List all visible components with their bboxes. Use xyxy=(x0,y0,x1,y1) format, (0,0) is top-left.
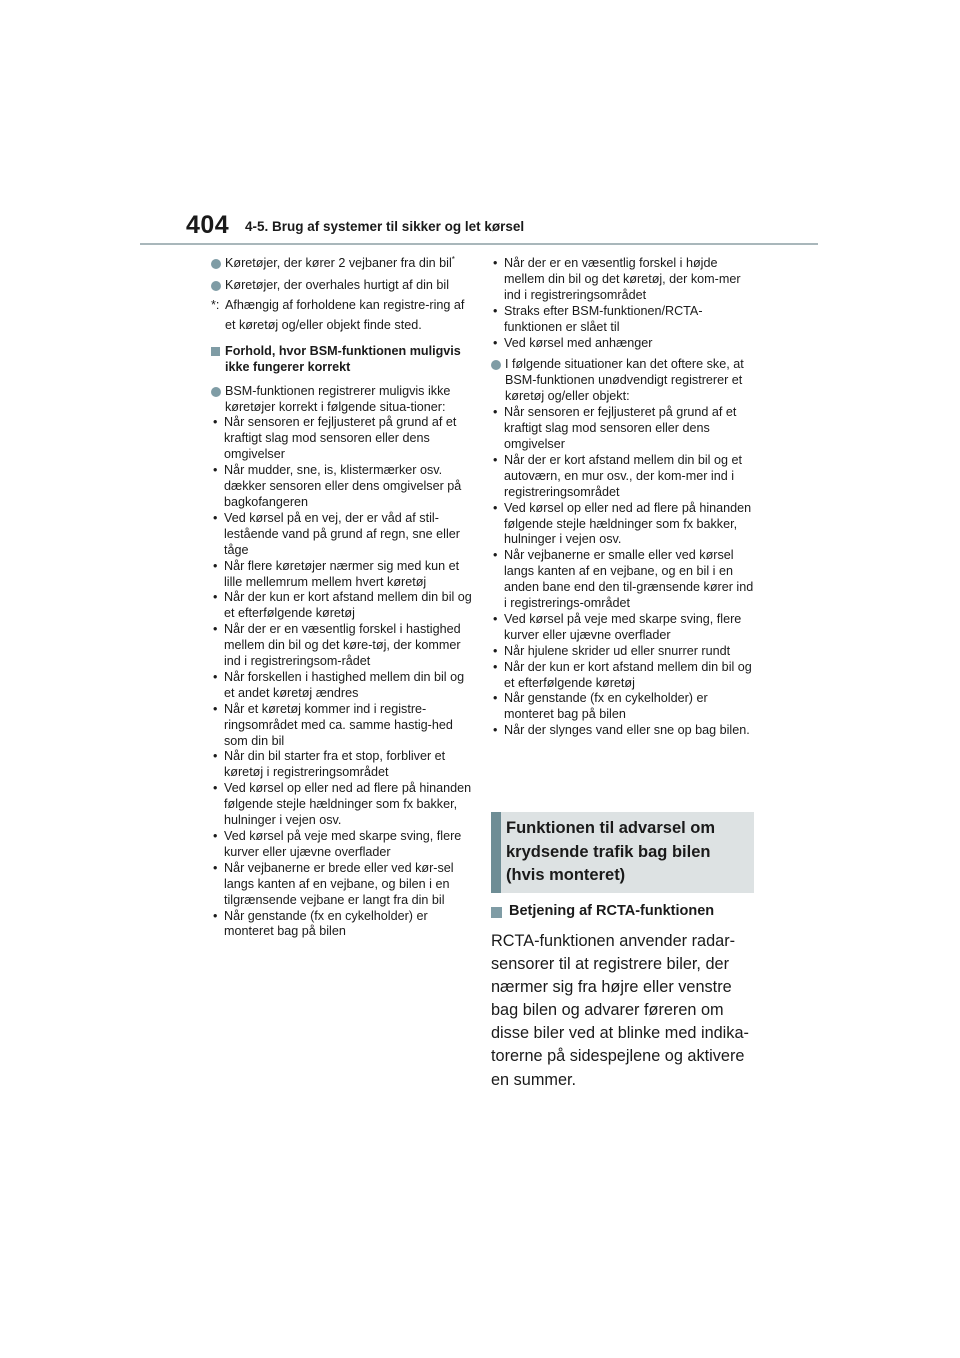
bullet-text: Ved kørsel på veje med skarpe sving, flere kurver eller ujævne overflader xyxy=(504,611,742,642)
bullet-text: Når hjulene skrider ud eller snurrer rundt xyxy=(504,643,731,658)
bullet-item: • Straks efter BSM-funktionen/RCTA-funktionen er slået til xyxy=(493,303,703,334)
list-item xyxy=(211,278,476,294)
bullet-text: Når der slynges vand eller sne op bag bilen. xyxy=(504,723,750,738)
bullet-item: • Når der er kort afstand mellem din bil og et autoværn, en mur osv., der kom-mer ind i registreringsområdet xyxy=(493,452,742,499)
bullet-item: • Når et køretøj kommer ind i registre-ringsområdet med ca. samme hastig-hed som din bil xyxy=(213,701,453,748)
bullet-item: • Når der kun er kort afstand mellem din bil og et efterfølgende køretøj xyxy=(493,659,752,690)
section-heading: Funktionen til advarsel om krydsende trafik bag bilen (hvis monteret) xyxy=(506,819,716,884)
bullet-text: Når genstande (fx en cykelholder) er monteret bag på bilen xyxy=(504,691,708,722)
section-title: 4-5. Brug af systemer til sikker og let kørsel xyxy=(245,219,525,234)
section-accent-bar xyxy=(491,812,501,893)
bullet-item: • Når hjulene skrider ud eller snurrer rundt xyxy=(493,643,731,658)
circle-bullet-icon xyxy=(211,281,221,291)
bullet-item: • Når mudder, sne, is, klistermærker osv. dækker sensoren eller dens omgivelser på bagkofangeren xyxy=(213,463,462,509)
bullet-text: Når mudder, sne, is, klistermærker osv. dækker sensoren eller dens omgivelser på bagkofangeren xyxy=(224,463,462,509)
subheading xyxy=(491,903,779,919)
subheading xyxy=(211,344,476,376)
bullet-item: • Når der er en væsentlig forskel i højde mellem din bil og det køretøj, der kom-mer ind i registreringsområdet xyxy=(493,256,741,302)
circle-bullet-icon xyxy=(491,360,501,370)
bullet-text: Ved kørsel op eller ned ad flere på hinanden følgende stejle hældninger som fx bakker, hulninger i vejen osv. xyxy=(224,781,472,828)
square-bullet-icon xyxy=(211,347,220,356)
bullet-item: • Når sensoren er fejljusteret på grund af et kraftigt slag mod sensoren eller dens omgivelser xyxy=(213,415,457,462)
bullet-text: Når der kun er kort afstand mellem din bil og et efterfølgende køretøj xyxy=(224,590,472,621)
bullet-text: Ved kørsel på veje med skarpe sving, flere kurver eller ujævne overflader xyxy=(224,829,462,859)
footnote xyxy=(211,295,476,336)
bullet-text: Når der kun er kort afstand mellem din bil og et efterfølgende køretøj xyxy=(504,659,752,690)
bullet-list xyxy=(211,415,476,940)
bullet-list xyxy=(491,405,756,739)
bullet-item: • Når der slynges vand eller sne op bag bilen. xyxy=(493,723,750,738)
bullet-text: Når din bil starter fra et stop, forbliver et køretøj i registreringsområdet xyxy=(224,749,446,780)
bullet-text: Når der er kort afstand mellem din bil og et autoværn, en mur osv., der kom-mer ind i registreringsområdet xyxy=(504,452,742,499)
subheading-text: Forhold, hvor BSM-funktionen muligvis ikke fungerer korrekt xyxy=(225,343,461,374)
bullet-text: Ved kørsel op eller ned ad flere på hinanden følgende stejle hældninger som fx bakker, hulninger i vejen osv. xyxy=(504,500,752,547)
section-heading-box xyxy=(491,812,754,893)
bullet-item: • Når din bil starter fra et stop, forbliver et køretøj i registreringsområdet xyxy=(213,749,446,780)
list-item xyxy=(491,357,756,405)
bullet-item: • Når sensoren er fejljusteret på grund af et kraftigt slag mod sensoren eller dens omgivelser xyxy=(493,405,737,451)
footnote-text: Afhængig af forholdene kan registre-ring af et køretøj og/eller objekt finde sted. xyxy=(225,297,465,333)
bullet-item: • Ved kørsel op eller ned ad flere på hinanden følgende stejle hældninger som fx bakker, hulninger i vejen osv. xyxy=(493,500,752,547)
bullet-item: • Når genstande (fx en cykelholder) er monteret bag på bilen xyxy=(213,908,428,939)
bullet-text: Ved kørsel på en vej, der er våd af stil-lestående vand på grund af regn, sne eller tåge xyxy=(224,510,460,557)
bullet-text: Ved kørsel med anhænger xyxy=(504,335,653,350)
bullet-text: Når flere køretøjer nærmer sig med kun et lille mellemrum mellem hvert køretøj xyxy=(224,558,460,589)
left-column xyxy=(211,256,476,940)
bullet-text: Når der er en væsentlig forskel i højde mellem din bil og det køretøj, der kom-mer ind i registreringsområdet xyxy=(504,256,741,302)
circle-bullet-icon xyxy=(211,387,221,397)
item-text: Køretøjer, der kører 2 vejbaner fra din bil xyxy=(225,256,452,270)
bullet-item: • Ved kørsel med anhænger xyxy=(493,335,653,350)
bullet-item: • Når vejbanerne er smalle eller ved kørsel langs kanten af en vejbane, og en bil i en anden bane end den til-grænsende kører ind i registrerings-området xyxy=(493,548,754,611)
list-item xyxy=(211,384,476,416)
bullet-text: Når sensoren er fejljusteret på grund af et kraftigt slag mod sensoren eller dens omgivelser xyxy=(504,405,737,451)
item-text: Køretøjer, der overhales hurtigt af din bil xyxy=(225,277,449,292)
bullet-item: • Ved kørsel på veje med skarpe sving, flere kurver eller ujævne overflader xyxy=(213,829,462,859)
square-bullet-icon xyxy=(491,907,502,918)
bullet-item: • Når forskellen i hastighed mellem din bil og et andet køretøj ændres xyxy=(213,669,465,700)
bullet-list xyxy=(491,256,756,351)
body-paragraph: RCTA-funktionen anvender radar-sensorer til at registrere biler, der nærmer sig fra højre eller venstre bag bilen og advarer føreren om disse biler ved at blinke med indika-torerne på sidespejlene og aktivere en summer. xyxy=(491,932,749,1089)
bullet-item: • Ved kørsel på en vej, der er våd af stil-lestående vand på grund af regn, sne eller tåge xyxy=(213,510,460,557)
bullet-item: • Når der er en væsentlig forskel i hastighed mellem din bil og det køre-tøj, der kommer ind i registreringsom-rådet xyxy=(213,622,461,669)
bullet-text: Straks efter BSM-funktionen/RCTA-funktionen er slået til xyxy=(504,303,703,334)
page-number: 404 xyxy=(186,211,230,239)
subheading-text: Betjening af RCTA-funktionen xyxy=(509,903,715,919)
circle-bullet-icon xyxy=(211,259,221,269)
item-text: BSM-funktionen registrerer muligvis ikke køretøjer korrekt i følgende situa-tioner: xyxy=(225,383,451,414)
bullet-item: • Ved kørsel op eller ned ad flere på hinanden følgende stejle hældninger som fx bakker, hulninger i vejen osv. xyxy=(213,781,472,828)
bullet-text: Når der er en væsentlig forskel i hastighed mellem din bil og det køre-tøj, der kommer ind i registreringsom-rådet xyxy=(224,622,461,669)
bullet-text: Når vejbanerne er smalle eller ved kørsel langs kanten af en vejbane, og en bil i en anden bane end den til-grænsende kører ind i registrerings-området xyxy=(504,548,754,611)
right-column xyxy=(491,256,756,739)
bullet-text: Når forskellen i hastighed mellem din bil og et andet køretøj ændres xyxy=(224,669,465,700)
bullet-item: • Når der kun er kort afstand mellem din bil og et efterfølgende køretøj xyxy=(213,590,472,621)
item-text: I følgende situationer kan det oftere ske, at BSM-funktionen unødvendigt registrerer et køretøj og/eller objekt: xyxy=(505,357,744,404)
bullet-item: • Ved kørsel på veje med skarpe sving, flere kurver eller ujævne overflader xyxy=(493,611,742,642)
bullet-text: Når genstande (fx en cykelholder) er monteret bag på bilen xyxy=(224,908,428,939)
list-item xyxy=(211,256,476,272)
header-rule xyxy=(140,243,818,245)
footnote-ref: * xyxy=(451,254,455,264)
bullet-item: • Når flere køretøjer nærmer sig med kun et lille mellemrum mellem hvert køretøj xyxy=(213,558,460,589)
bullet-text: Når et køretøj kommer ind i registre-ringsområdet med ca. samme hastig-hed som din bil xyxy=(224,701,453,748)
footnote-mark: *: xyxy=(211,297,220,312)
bullet-item: • Når vejbanerne er brede eller ved kør-sel langs kanten af en vejbane, og bilen i en tilgrænsende vejbane er langt fra din bil xyxy=(213,860,454,907)
bullet-text: Når sensoren er fejljusteret på grund af et kraftigt slag mod sensoren eller dens omgivelser xyxy=(224,415,457,462)
bullet-text: Når vejbanerne er brede eller ved kør-sel langs kanten af en vejbane, og bilen i en tilgrænsende vejbane er langt fra din bil xyxy=(224,860,454,907)
bullet-item: • Når genstande (fx en cykelholder) er monteret bag på bilen xyxy=(493,691,708,722)
